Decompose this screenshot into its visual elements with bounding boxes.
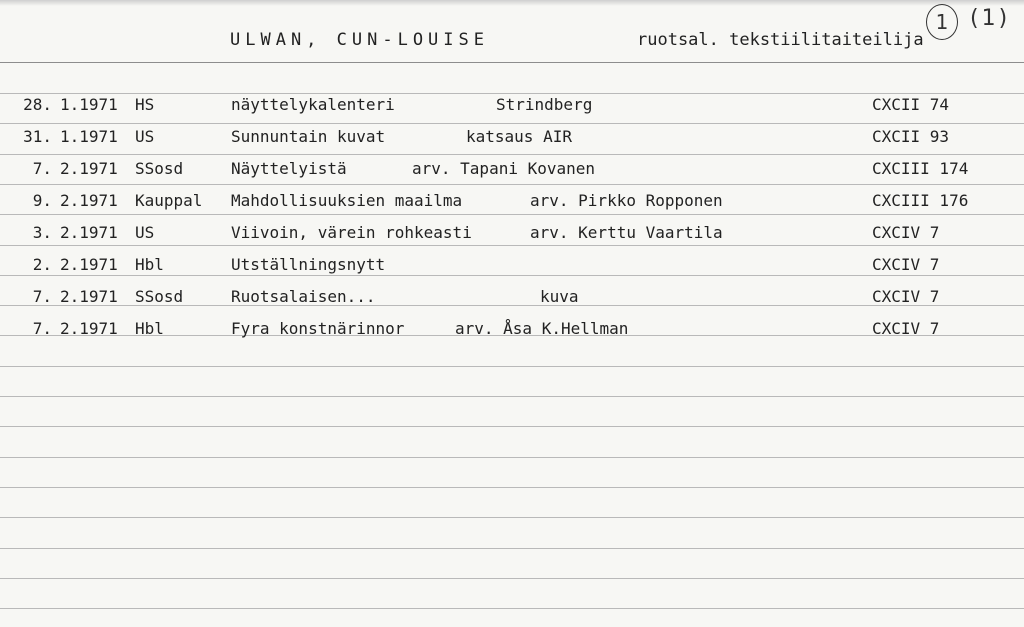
entry-source: SSosd xyxy=(135,159,184,178)
entry-day: 7. xyxy=(32,319,52,338)
list-item xyxy=(0,220,1024,250)
entry-title: Sunnuntain kuvat xyxy=(231,127,386,146)
entry-date: 2.1971 xyxy=(60,255,118,274)
person-name: ULWAN, CUN-LOUISE xyxy=(230,30,489,50)
entry-reference: CXCII 74 xyxy=(872,95,950,114)
entry-note: arv. Åsa K.Hellman xyxy=(455,319,629,338)
list-item xyxy=(0,124,1024,154)
entry-date: 2.1971 xyxy=(60,319,118,338)
entry-reference: CXCIV 7 xyxy=(872,255,940,274)
entry-title: Viivoin, värein rohkeasti xyxy=(231,223,472,242)
list-item xyxy=(0,284,1024,314)
entry-title: Ruotsalaisen... xyxy=(231,287,376,306)
ruled-line xyxy=(0,396,1024,397)
card-top-edge xyxy=(0,0,1024,6)
entry-reference: CXCIV 7 xyxy=(872,287,940,306)
header-rule xyxy=(0,62,1024,63)
ruled-line xyxy=(0,517,1024,518)
entry-note: kuva xyxy=(540,287,579,306)
ruled-line xyxy=(0,548,1024,549)
entry-title: Näyttelyistä xyxy=(231,159,347,178)
entry-date: 2.1971 xyxy=(60,287,118,306)
entry-note: arv. Kerttu Vaartila xyxy=(530,223,723,242)
entry-day: 9. xyxy=(32,191,52,210)
entry-title: näyttelykalenteri xyxy=(231,95,395,114)
list-item xyxy=(0,156,1024,186)
entry-title: Fyra konstnärinnor xyxy=(231,319,405,338)
ruled-line xyxy=(0,578,1024,579)
entry-source: HS xyxy=(135,95,155,114)
entry-source: US xyxy=(135,127,155,146)
parenthesized-card-number: (1) xyxy=(970,6,1011,31)
entry-title: Utställningsnytt xyxy=(231,255,386,274)
entry-date: 2.1971 xyxy=(60,191,118,210)
ruled-line xyxy=(0,426,1024,427)
entry-day: 3. xyxy=(32,223,52,242)
ruled-line xyxy=(0,457,1024,458)
entry-note: arv. Pirkko Ropponen xyxy=(530,191,723,210)
entry-note: Strindberg xyxy=(496,95,593,114)
ruled-line xyxy=(0,366,1024,367)
ruled-line xyxy=(0,608,1024,609)
list-item xyxy=(0,92,1024,122)
list-item xyxy=(0,188,1024,218)
entry-source: SSosd xyxy=(135,287,184,306)
ruled-line xyxy=(0,154,1024,155)
circled-card-number: 1 xyxy=(926,4,958,40)
entry-source: Hbl xyxy=(135,319,164,338)
entry-date: 1.1971 xyxy=(60,127,118,146)
entry-day: 28. xyxy=(23,95,52,114)
entry-day: 7. xyxy=(32,159,52,178)
ruled-line xyxy=(0,487,1024,488)
entry-source: Hbl xyxy=(135,255,164,274)
entry-reference: CXCIII 174 xyxy=(872,159,969,178)
entry-source: Kauppal xyxy=(135,191,203,210)
entry-date: 1.1971 xyxy=(60,95,118,114)
entry-day: 2. xyxy=(32,255,52,274)
entry-reference: CXCII 93 xyxy=(872,127,950,146)
entry-note: arv. Tapani Kovanen xyxy=(412,159,596,178)
entry-reference: CXCIII 176 xyxy=(872,191,969,210)
entry-source: US xyxy=(135,223,155,242)
entry-day: 7. xyxy=(32,287,52,306)
entry-date: 2.1971 xyxy=(60,159,118,178)
entry-reference: CXCIV 7 xyxy=(872,319,940,338)
entry-date: 2.1971 xyxy=(60,223,118,242)
entry-note: katsaus AIR xyxy=(466,127,572,146)
entry-reference: CXCIV 7 xyxy=(872,223,940,242)
list-item xyxy=(0,252,1024,282)
list-item xyxy=(0,316,1024,346)
entry-day: 31. xyxy=(23,127,52,146)
entry-title: Mahdollisuuksien maailma xyxy=(231,191,463,210)
occupation: ruotsal. tekstiilitaiteilija xyxy=(637,30,924,50)
